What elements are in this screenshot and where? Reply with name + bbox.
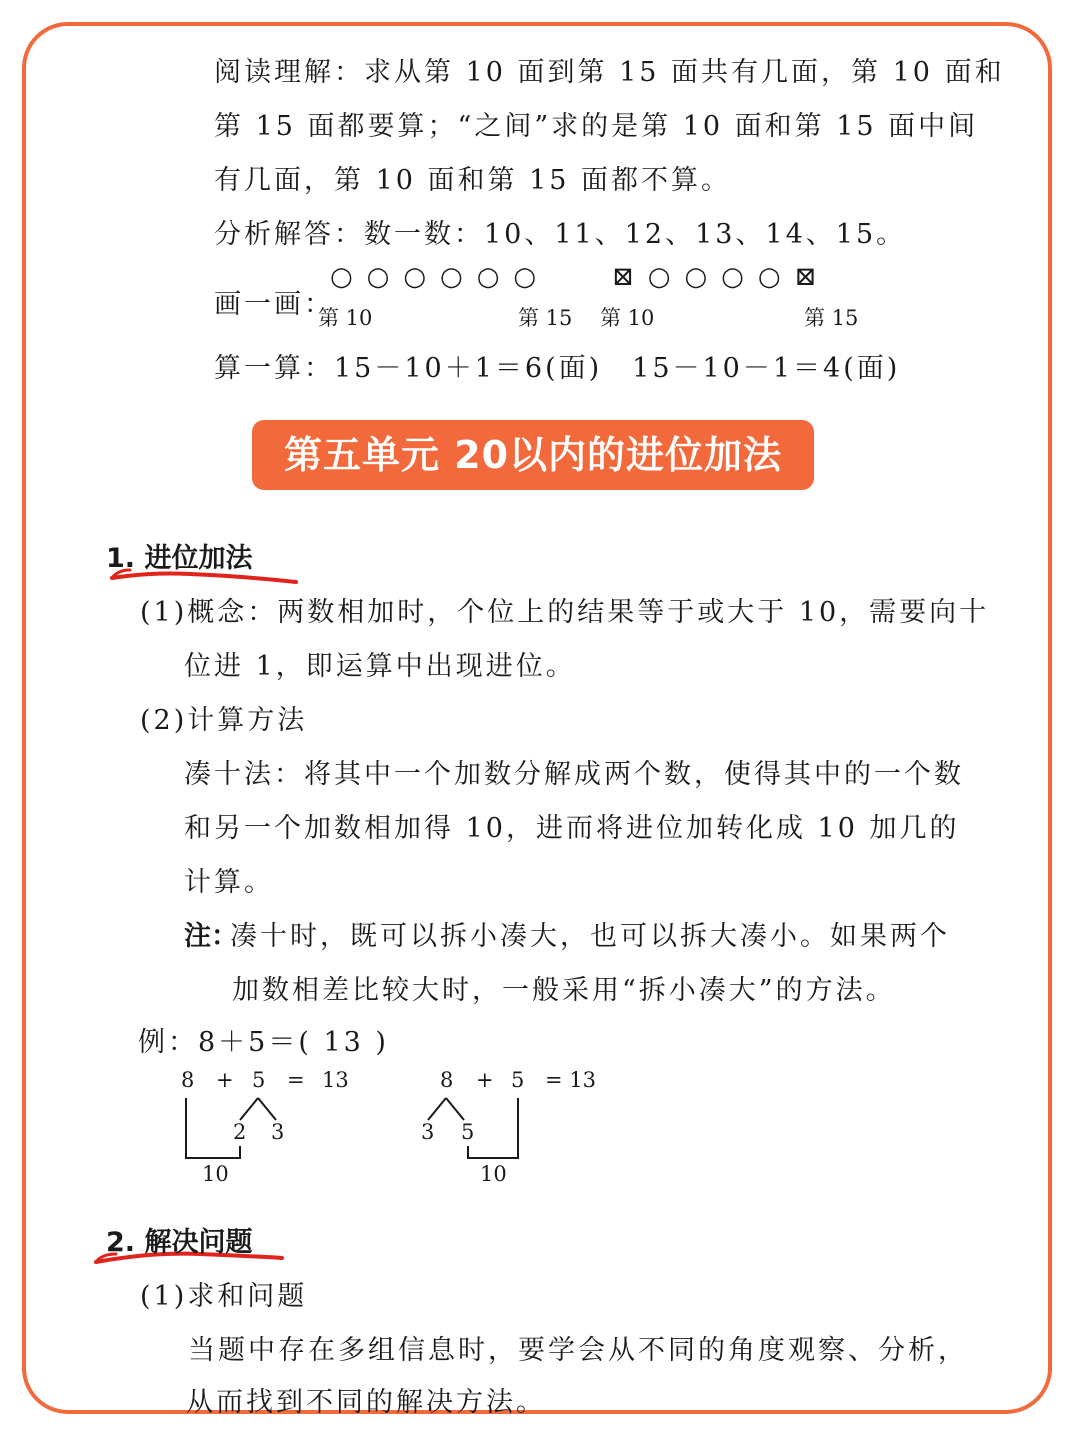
left-diagram-split: [240, 1098, 276, 1120]
section1-underline: [112, 574, 296, 583]
right-diagram-eq: = 13: [545, 1068, 596, 1092]
left-diagram-plus: +: [216, 1068, 234, 1092]
method-line-1: 凑十法：将其中一个加数分解成两个数，使得其中的一个数: [184, 759, 964, 790]
calc-line: 算一算：15－10＋1＝6(面) 15－10－1＝4(面): [214, 353, 901, 384]
note-line-2: 加数相差比较大时，一般采用“拆小凑大”的方法。: [232, 975, 896, 1006]
right-diagram-bracket: [468, 1098, 518, 1158]
draw-label: 画一画：: [214, 289, 334, 320]
right-diagram-split2: 5: [461, 1120, 475, 1144]
note-label: 注：: [184, 921, 238, 952]
left-diagram-b: 5: [252, 1068, 266, 1092]
method-line-3: 计算。: [184, 867, 274, 898]
left-diagram-split1: 2: [233, 1120, 247, 1144]
right-diagram-sum: 10: [480, 1162, 507, 1186]
method-line-2: 和另一个加数相加得 10，进而将进位加转化成 10 加几的: [184, 813, 960, 844]
analysis-line: 分析解答：数一数：10、11、12、13、14、15。: [214, 219, 907, 250]
reading-line-1: 阅读理解：求从第 10 面到第 15 面共有几面，第 10 面和: [214, 57, 1005, 88]
right-diagram-split: [428, 1098, 464, 1120]
unit-title-banner: 第五单元 20以内的进位加法: [252, 420, 814, 490]
right-diagram-plus: +: [476, 1068, 494, 1092]
example-line: 例：8＋5＝( 13 ): [138, 1027, 389, 1058]
section2-line-2: 从而找到不同的解决方法。: [186, 1387, 546, 1418]
left-diagram-bracket: [186, 1098, 240, 1158]
left-diagram-sum: 10: [202, 1162, 229, 1186]
marker-right-start: 第 10: [600, 306, 655, 330]
note-line-1: 凑十时，既可以拆小凑大，也可以拆大凑小。如果两个: [230, 921, 950, 952]
marker-right-end: 第 15: [804, 306, 859, 330]
concept-line-1: (1)概念：两数相加时，个位上的结果等于或大于 10，需要向十: [140, 597, 990, 628]
left-diagram-split2: 3: [271, 1120, 285, 1144]
reading-line-3: 有几面，第 10 面和第 15 面都不算。: [214, 165, 732, 196]
right-diagram-a: 8: [440, 1068, 454, 1092]
section1-heading: 1. 进位加法: [106, 543, 253, 574]
method-title: (2)计算方法: [140, 705, 308, 736]
circles-left: ○○○○○○: [330, 262, 551, 292]
section2-line-1: 当题中存在多组信息时，要学会从不同的角度观察、分析，: [188, 1335, 968, 1366]
circles-right: ⊠○○○○⊠: [612, 262, 831, 292]
concept-line-2: 位进 1，即运算中出现进位。: [184, 651, 576, 682]
marker-left-start: 第 10: [318, 306, 373, 330]
marker-left-end: 第 15: [518, 306, 573, 330]
left-diagram-eq: =: [287, 1068, 305, 1092]
left-diagram-result: 13: [322, 1068, 349, 1092]
left-diagram-a: 8: [181, 1068, 195, 1092]
reading-line-2: 第 15 面都要算；“之间”求的是第 10 面和第 15 面中间: [214, 111, 979, 142]
right-diagram-b: 5: [511, 1068, 525, 1092]
right-diagram-split1: 3: [421, 1120, 435, 1144]
section2-heading: 2. 解决问题: [106, 1227, 253, 1258]
section2-subtitle: (1)求和问题: [140, 1281, 308, 1312]
